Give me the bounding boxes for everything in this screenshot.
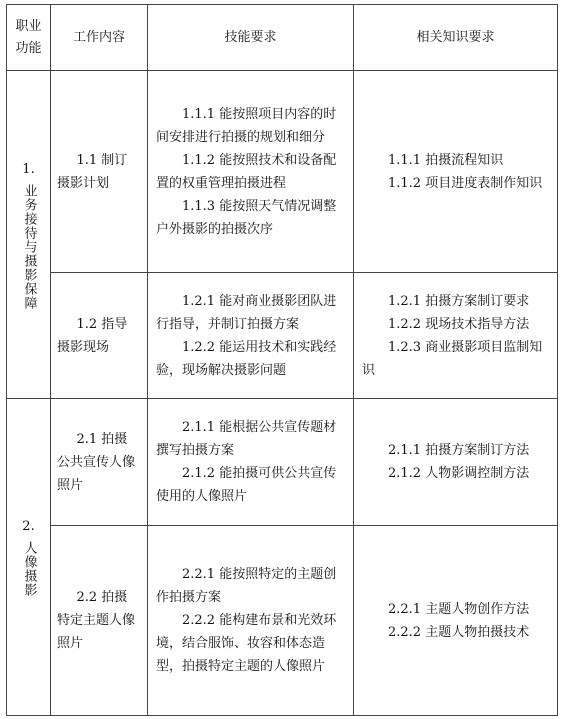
header-function: 职业功能 bbox=[7, 5, 51, 71]
header-row bbox=[7, 5, 558, 71]
skill-item: 1.1.1 能按照项目内容的时间安排进行拍摄的规划和细分 bbox=[156, 106, 337, 145]
knowledge-cell bbox=[354, 273, 558, 399]
skill-item: 2.1.2 能拍摄可供公共宣传使用的人像照片 bbox=[156, 466, 337, 504]
header-work: 工作内容 bbox=[51, 5, 148, 71]
knowledge-item: 2.1.1 拍摄方案制订方法 bbox=[388, 443, 530, 458]
function-name: 业务接待与摄影保障 bbox=[21, 183, 37, 310]
function-name: 人像摄影 bbox=[21, 541, 37, 597]
skill-item: 1.2.2 能运用技术和实践经验，现场解决摄影问题 bbox=[156, 339, 337, 378]
skill-item: 1.1.2 能按照技术和设备配置的权重管理拍摄进程 bbox=[156, 152, 337, 191]
table-row bbox=[7, 71, 558, 273]
skill-cell bbox=[148, 71, 354, 273]
knowledge-cell bbox=[354, 399, 558, 526]
function-number: 2. bbox=[22, 519, 35, 534]
knowledge-cell bbox=[354, 71, 558, 273]
knowledge-item: 2.2.2 主题人物拍摄技术 bbox=[388, 624, 530, 640]
work-cell bbox=[51, 526, 148, 716]
knowledge-item: 2.1.2 人物影调控制方法 bbox=[388, 466, 530, 481]
function-number: 1. bbox=[22, 161, 35, 177]
work-text: 1.1 制订摄影计划 bbox=[57, 152, 128, 191]
skill-cell bbox=[148, 526, 354, 716]
function-cell bbox=[7, 399, 51, 716]
work-cell bbox=[51, 273, 148, 399]
skill-item: 2.2.2 能构建布景和光效环境，结合服饰、妆容和体态造型，拍摄特定主题的人像照片 bbox=[156, 613, 337, 674]
skill-cell bbox=[148, 273, 354, 399]
work-text: 1.2 指导摄影现场 bbox=[57, 316, 128, 355]
knowledge-item: 1.1.2 项目进度表制作知识 bbox=[388, 175, 543, 191]
knowledge-item: 1.1.1 拍摄流程知识 bbox=[388, 152, 504, 168]
knowledge-item: 1.2.1 拍摄方案制订要求 bbox=[388, 293, 530, 309]
work-text: 2.1 拍摄公共宣传人像照片 bbox=[57, 431, 136, 493]
function-cell bbox=[7, 71, 51, 399]
occupation-skill-table bbox=[6, 4, 558, 716]
table-row bbox=[7, 526, 558, 716]
skill-item: 2.2.1 能按照特定的主题创作拍摄方案 bbox=[156, 567, 337, 605]
knowledge-item: 1.2.3 商业摄影项目监制知识 bbox=[362, 339, 543, 378]
work-cell bbox=[51, 71, 148, 273]
header-knowledge: 相关知识要求 bbox=[354, 5, 558, 71]
knowledge-cell bbox=[354, 526, 558, 716]
skill-cell bbox=[148, 399, 354, 526]
skill-item: 2.1.1 能根据公共宣传题材撰写拍摄方案 bbox=[156, 420, 337, 458]
skill-item: 1.1.3 能按照天气情况调整户外摄影的拍摄次序 bbox=[156, 198, 337, 237]
work-cell bbox=[51, 399, 148, 526]
work-text: 2.2 拍摄特定主题人像照片 bbox=[57, 590, 136, 651]
header-skill: 技能要求 bbox=[148, 5, 354, 71]
knowledge-item: 2.2.1 主题人物创作方法 bbox=[388, 601, 530, 617]
skill-item: 1.2.1 能对商业摄影团队进行指导，并制订拍摄方案 bbox=[156, 293, 337, 332]
table-row bbox=[7, 273, 558, 399]
knowledge-item: 1.2.2 现场技术指导方法 bbox=[388, 316, 530, 332]
table-row bbox=[7, 399, 558, 526]
